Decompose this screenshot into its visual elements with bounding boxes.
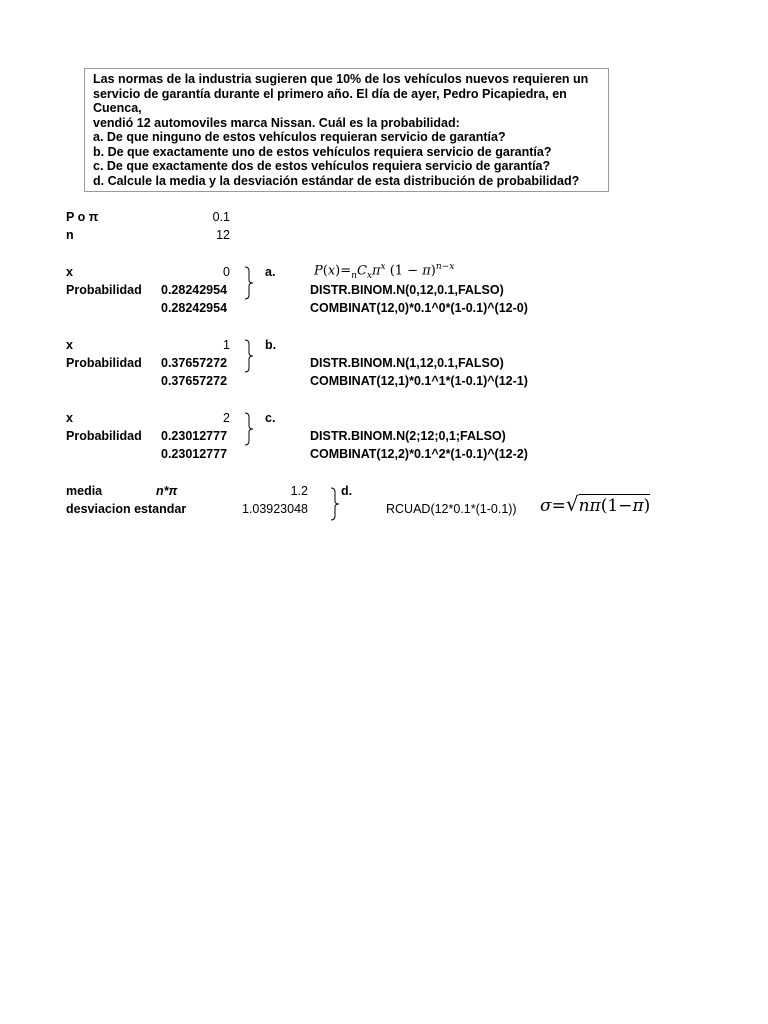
- brace: [244, 412, 254, 446]
- excel-formula: COMBINAT(12,2)*0.1^2*(1-0.1)^(12-2): [310, 447, 528, 461]
- prob-value: 0.28242954: [161, 283, 228, 297]
- problem-line: Las normas de la industria sugieren que 10% de los vehículos nuevos requieren un: [93, 72, 589, 86]
- excel-formula: DISTR.BINOM.N(2;12;0,1;FALSO): [310, 429, 506, 443]
- brace: [330, 487, 340, 521]
- problem-line: servicio de garantía durante el primero año. El día de ayer, Pedro Picapiedra, en Cuenca,: [93, 86, 567, 115]
- x-label: x: [66, 338, 73, 352]
- x-value: 0: [223, 265, 230, 279]
- excel-formula: COMBINAT(12,1)*0.1^1*(1-0.1)^(12-1): [310, 374, 528, 388]
- n-value: 12: [216, 228, 230, 242]
- x-value: 2: [223, 411, 230, 425]
- sd-formula: RCUAD(12*0.1*(1-0.1)): [386, 502, 517, 516]
- part-letter: d.: [341, 484, 353, 498]
- sd-label: desviacion estandar: [66, 502, 187, 516]
- prob-label: Probabilidad: [66, 283, 142, 297]
- x-value: 1: [223, 338, 230, 352]
- problem-line: c. De que exactamente dos de estos vehículos requiera servicio de garantía?: [93, 159, 551, 173]
- prob-value: 0.37657272: [161, 374, 228, 388]
- p-label: P o π: [66, 210, 99, 224]
- prob-value: 0.23012777: [161, 447, 228, 461]
- brace: [244, 339, 254, 373]
- part-letter: a.: [265, 265, 276, 279]
- prob-value: 0.23012777: [161, 429, 228, 443]
- sigma-formula: σ=√nπ(1−π): [540, 492, 651, 516]
- n-label: n: [66, 228, 74, 242]
- problem-line: vendió 12 automoviles marca Nissan. Cuál es la probabilidad:: [93, 115, 460, 130]
- excel-formula: DISTR.BINOM.N(0,12,0.1,FALSO): [310, 283, 504, 297]
- part-letter: c.: [265, 411, 276, 425]
- excel-formula: DISTR.BINOM.N(1,12,0.1,FALSO): [310, 356, 504, 370]
- p-value: 0.1: [212, 210, 230, 224]
- prob-value: 0.28242954: [161, 301, 228, 315]
- binomial-formula: $P(x)=_nC_x\pi^x$ $(1 - \pi)^{n-x}$: [314, 262, 455, 281]
- part-letter: b.: [265, 338, 277, 352]
- prob-label: Probabilidad: [66, 429, 142, 443]
- problem-line: d. Calcule la media y la desviación estándar de esta distribución de probabilidad?: [93, 173, 580, 188]
- problem-line: b. De que exactamente uno de estos vehículos requiera servicio de garantía?: [93, 144, 552, 159]
- x-label: x: [66, 411, 73, 425]
- x-label: x: [66, 265, 73, 279]
- excel-formula: COMBINAT(12,0)*0.1^0*(1-0.1)^(12-0): [310, 301, 528, 315]
- sd-value: 1.03923048: [241, 502, 308, 516]
- media-value: 1.2: [290, 484, 308, 498]
- prob-label: Probabilidad: [66, 356, 142, 370]
- media-label: media: [66, 484, 103, 498]
- problem-line: a. De que ninguno de estos vehículos requieran servicio de garantía?: [93, 130, 506, 144]
- problem-box: [84, 68, 609, 192]
- prob-value: 0.37657272: [161, 356, 228, 370]
- brace: [244, 266, 254, 300]
- media-formula: n*π: [156, 484, 178, 498]
